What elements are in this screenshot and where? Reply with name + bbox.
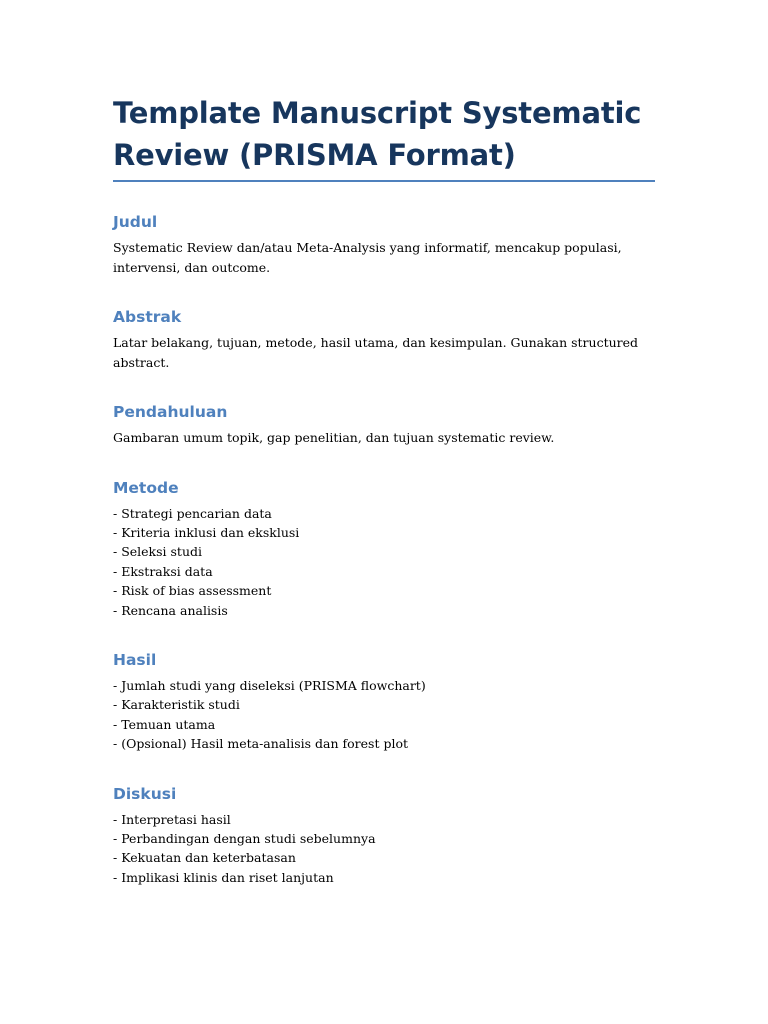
section-metode: [113, 478, 655, 620]
section-pendahuluan: [113, 402, 655, 448]
list-item: - Strategi pencarian data: [113, 505, 272, 521]
document-title: Template Manuscript Systematic Review (PRISMA Format): [113, 92, 655, 182]
list-item: - Implikasi klinis dan riset lanjutan: [113, 869, 334, 885]
list-item: - Jumlah studi yang diseleksi (PRISMA flowchart): [113, 677, 426, 693]
list-item: - Rencana analisis: [113, 602, 228, 618]
diskusi-list: [113, 810, 655, 888]
section-hasil: [113, 650, 655, 754]
section-abstrak: [113, 307, 655, 372]
section-heading: Abstrak: [113, 308, 182, 326]
metode-list: [113, 504, 655, 620]
list-item: - Karakteristik studi: [113, 697, 240, 713]
section-judul: [113, 212, 655, 277]
section-heading: Hasil: [113, 650, 157, 669]
document-page: [113, 92, 655, 887]
list-item: - (Opsional) Hasil meta-analisis dan forest plot: [113, 736, 409, 752]
list-item: - Risk of bias assessment: [113, 583, 272, 599]
section-text: Gambaran umum topik, gap penelitian, dan tujuan systematic review.: [113, 430, 555, 445]
section-diskusi: [113, 784, 655, 888]
list-item: - Interpretasi hasil: [113, 811, 231, 827]
section-heading: Judul: [113, 213, 158, 231]
list-item: - Ekstraksi data: [113, 563, 213, 579]
section-text: Systematic Review dan/atau Meta-Analysis yang informatif, mencakup populasi, intervensi, dan outcome.: [113, 240, 622, 275]
section-text: Latar belakang, tujuan, metode, hasil utama, dan kesimpulan. Gunakan structured abstract.: [113, 335, 639, 370]
list-item: - Perbandingan dengan studi sebelumnya: [113, 830, 376, 846]
list-item: - Kriteria inklusi dan eksklusi: [113, 524, 300, 540]
list-item: - Kekuatan dan keterbatasan: [113, 850, 296, 866]
list-item: - Temuan utama: [113, 716, 216, 732]
section-heading: Diskusi: [113, 784, 177, 803]
list-item: - Seleksi studi: [113, 544, 203, 560]
section-heading: Pendahuluan: [113, 403, 228, 421]
section-heading: Metode: [113, 478, 179, 497]
hasil-list: [113, 676, 655, 754]
